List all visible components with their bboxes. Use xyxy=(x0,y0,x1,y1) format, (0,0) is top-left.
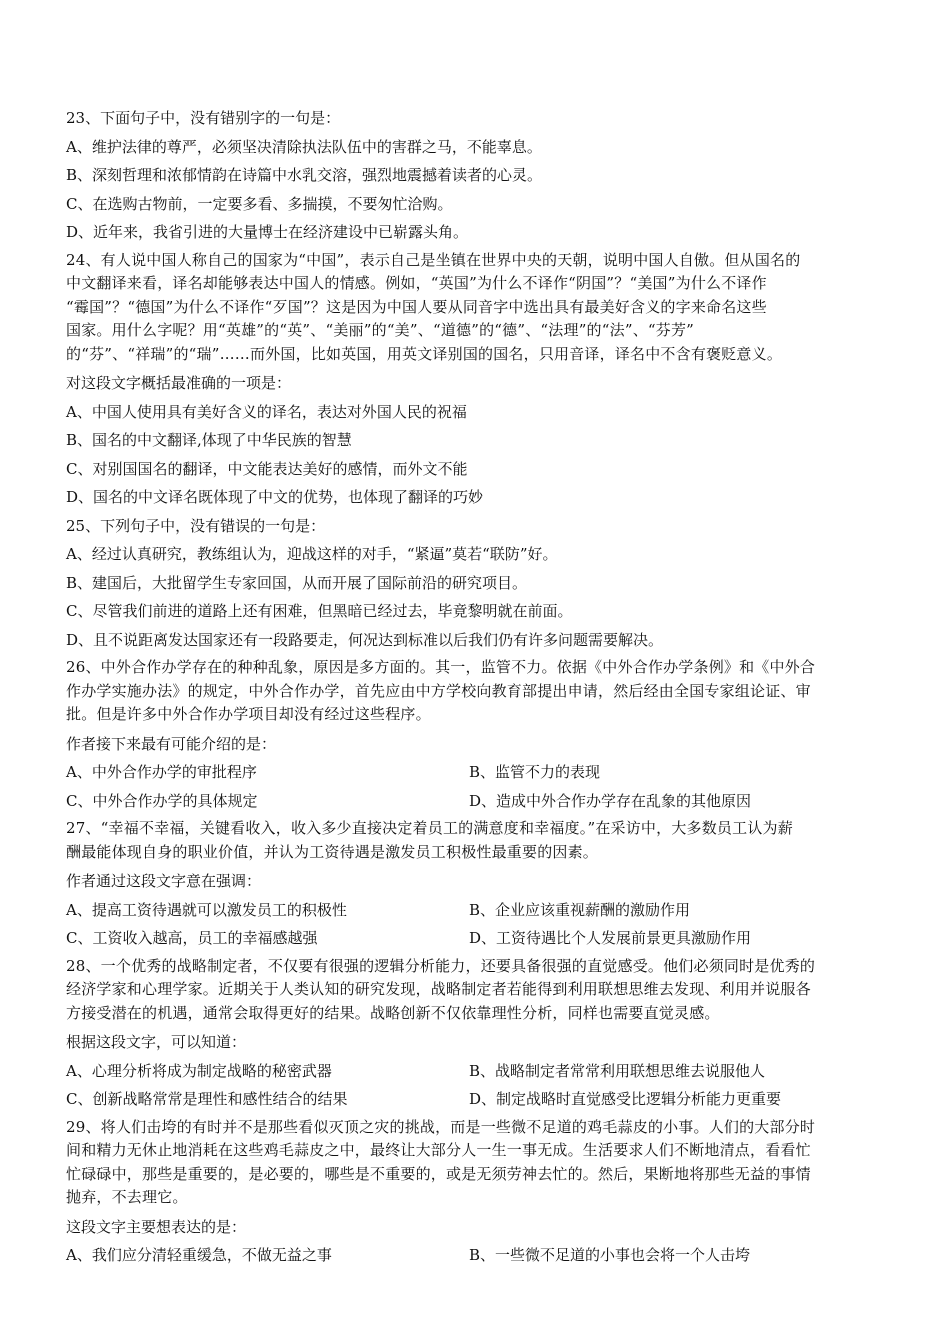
q23-stem: 23、下面句子中，没有错别字的一句是： xyxy=(66,109,341,127)
q26-option-a: A、中外合作办学的审批程序 xyxy=(66,763,257,781)
q28-options-row-1 xyxy=(66,1057,888,1086)
q24-option-c: C、对别国国名的翻译，中文能表达美好的感情，而外文不能 xyxy=(66,459,468,478)
q26-passage xyxy=(66,654,888,730)
q26-option-c: C、中外合作办学的具体规定 xyxy=(66,791,258,810)
q26-options-row-2 xyxy=(66,787,888,816)
q26-question: 作者接下来最有可能介绍的是： xyxy=(66,734,277,753)
q24-option-d: D、国名的中文译名既体现了中文的优势，也体现了翻译的巧妙 xyxy=(66,488,484,506)
q27-option-b: B、企业应该重视薪酬的激励作用 xyxy=(469,900,691,919)
q27-options-row-1 xyxy=(66,896,888,925)
q28-options-row-2 xyxy=(66,1085,888,1114)
q27-options-row-2 xyxy=(66,924,888,953)
question-26 xyxy=(66,654,888,815)
q24-passage-line: 中文翻译来看，译名却能够表达中国人的情感。例如，“英国”为什么不译作“阴国”？“美国”为什么不译作 xyxy=(66,274,767,292)
q24-passage xyxy=(66,247,888,370)
q26-option-d: D、造成中外合作办学存在乱象的其他原因 xyxy=(469,791,752,810)
q28-option-a: A、心理分析将成为制定战略的秘密武器 xyxy=(66,1061,332,1080)
q29-options-row-1 xyxy=(66,1241,888,1270)
q24-passage-line: 国家。用什么字呢？用“英雄”的“英”、“美丽”的“美”、“道德”的“德”、“法理”的“法”、“芬芳” xyxy=(66,321,695,339)
question-25 xyxy=(66,512,888,655)
q24-option-b: B、国名的中文翻译,体现了中华民族的智慧 xyxy=(66,431,352,449)
question-28 xyxy=(66,953,888,1114)
question-23 xyxy=(66,104,888,247)
q27-passage-line: 27、“幸福不幸福，关键看收入，收入多少直接决定着员工的满意度和幸福度。”在采访中，大多数员工认为薪 xyxy=(66,819,793,837)
q29-option-b: B、一些微不足道的小事也会将一个人击垮 xyxy=(469,1246,751,1264)
q28-option-b: B、战略制定者常常利用联想思维去说服他人 xyxy=(469,1061,766,1080)
question-29 xyxy=(66,1114,888,1270)
q29-passage-line: 29、将人们击垮的有时并不是那些看似灭顶之灾的挑战，而是一些微不足道的鸡毛蒜皮的小事。人们的大部分时 xyxy=(66,1117,816,1136)
q26-passage-line: 作办学实施办法》的规定，中外合作办学，首先应由中方学校向教育部提出申请，然后经由全国专家组论证、审 xyxy=(66,681,811,700)
q25-stem: 25、下列句子中，没有错误的一句是： xyxy=(66,516,326,535)
q28-question: 根据这段文字，可以知道： xyxy=(66,1033,247,1051)
exam-content xyxy=(66,104,888,1270)
q23-option-b: B、深刻哲理和浓郁情韵在诗篇中水乳交溶，强烈地震撼着读者的心灵。 xyxy=(66,166,543,184)
q29-passage-line: 抛弃，不去理它。 xyxy=(66,1188,188,1206)
q27-question: 作者通过这段文字意在强调： xyxy=(66,872,262,890)
q27-passage xyxy=(66,815,888,867)
q26-passage-line: 批。但是许多中外合作办学项目却没有经过这些程序。 xyxy=(66,705,431,723)
q29-passage-line: 忙碌碌中，那些是重要的，是必要的，哪些是不重要的，或是无须劳神去忙的。然后，果断地将那些无益的事情 xyxy=(66,1164,811,1183)
q29-option-a: A、我们应分清轻重缓急，不做无益之事 xyxy=(66,1246,332,1264)
q25-option-a: A、经过认真研究，教练组认为，迎战这样的对手，“紧逼”莫若“联防”好。 xyxy=(66,545,558,563)
q23-option-a: A、维护法律的尊严，必须坚决清除执法队伍中的害群之马，不能辜息。 xyxy=(66,137,542,156)
q26-passage-line: 26、中外合作办学存在的种种乱象，原因是多方面的。其一，监管不力。依据《中外合作办学条例》和《中外合 xyxy=(66,658,816,676)
q26-option-b: B、监管不力的表现 xyxy=(469,763,601,781)
q23-option-d: D、近年来，我省引进的大量博士在经济建设中已崭露头角。 xyxy=(66,223,469,241)
q26-options-row-1 xyxy=(66,758,888,787)
q27-option-c: C、工资收入越高，员工的幸福感越强 xyxy=(66,929,318,947)
q28-passage-line: 经济学家和心理学家。近期关于人类认知的研究发现，战略制定者若能得到利用联想思维去发现、利用并说服各 xyxy=(66,980,811,998)
q24-passage-line: 的“芬”、“祥瑞”的“瑞”……而外国，比如英国，用英文译别国的国名，只用音译，译名中不含有褒贬意义。 xyxy=(66,344,783,363)
q28-passage xyxy=(66,953,888,1029)
q24-passage-line: “霉国”？“德国”为什么不译作“歹国”？这是因为中国人要从同音字中选出具有最美好含义的字来命名这些 xyxy=(66,297,767,316)
question-27 xyxy=(66,815,888,953)
q27-option-a: A、提高工资待遇就可以激发员工的积极性 xyxy=(66,900,347,919)
q25-option-c: C、尽管我们前进的道路上还有困难，但黑暗已经过去，毕竟黎明就在前面。 xyxy=(66,602,573,620)
q25-option-b: B、建国后，大批留学生专家回国，从而开展了国际前沿的研究项目。 xyxy=(66,573,528,592)
q29-passage xyxy=(66,1114,888,1213)
q28-passage-line: 28、一个优秀的战略制定者，不仅要有很强的逻辑分析能力，还要具备很强的直觉感受。他们必须同时是优秀的 xyxy=(66,956,816,975)
q23-option-c: C、在选购古物前，一定要多看、多揣摸，不要匆忙洽购。 xyxy=(66,194,453,213)
question-24 xyxy=(66,247,888,512)
q24-question: 对这段文字概括最准确的一项是： xyxy=(66,374,292,392)
q28-passage-line: 方接受潜在的机遇，通常会取得更好的结果。战略创新不仅依靠理性分析，同样也需要直觉灵感。 xyxy=(66,1003,720,1022)
q24-option-a: A、中国人使用具有美好含义的译名，表达对外国人民的祝福 xyxy=(66,402,467,421)
q28-option-d: D、制定战略时直觉感受比逻辑分析能力更重要 xyxy=(469,1090,782,1108)
q24-passage-line: 24、有人说中国人称自己的国家为“中国”，表示自己是坐镇在世界中央的天朝，说明中国人自傲。但从国名的 xyxy=(66,250,801,269)
q28-option-c: C、创新战略常常是理性和感性结合的结果 xyxy=(66,1090,348,1108)
q29-question: 这段文字主要想表达的是： xyxy=(66,1217,247,1236)
q29-passage-line: 间和精力无休止地消耗在这些鸡毛蒜皮之中，最终让大部分人一生一事无成。生活要求人们不断地清点，看看忙 xyxy=(66,1141,811,1159)
q27-option-d: D、工资待遇比个人发展前景更具激励作用 xyxy=(469,929,752,947)
q25-option-d: D、且不说距离发达国家还有一段路要走，何况达到标准以后我们仍有许多问题需要解决。 xyxy=(66,630,664,649)
q27-passage-line: 酬最能体现自身的职业价值，并认为工资待遇是激发员工积极性最重要的因素。 xyxy=(66,842,599,861)
